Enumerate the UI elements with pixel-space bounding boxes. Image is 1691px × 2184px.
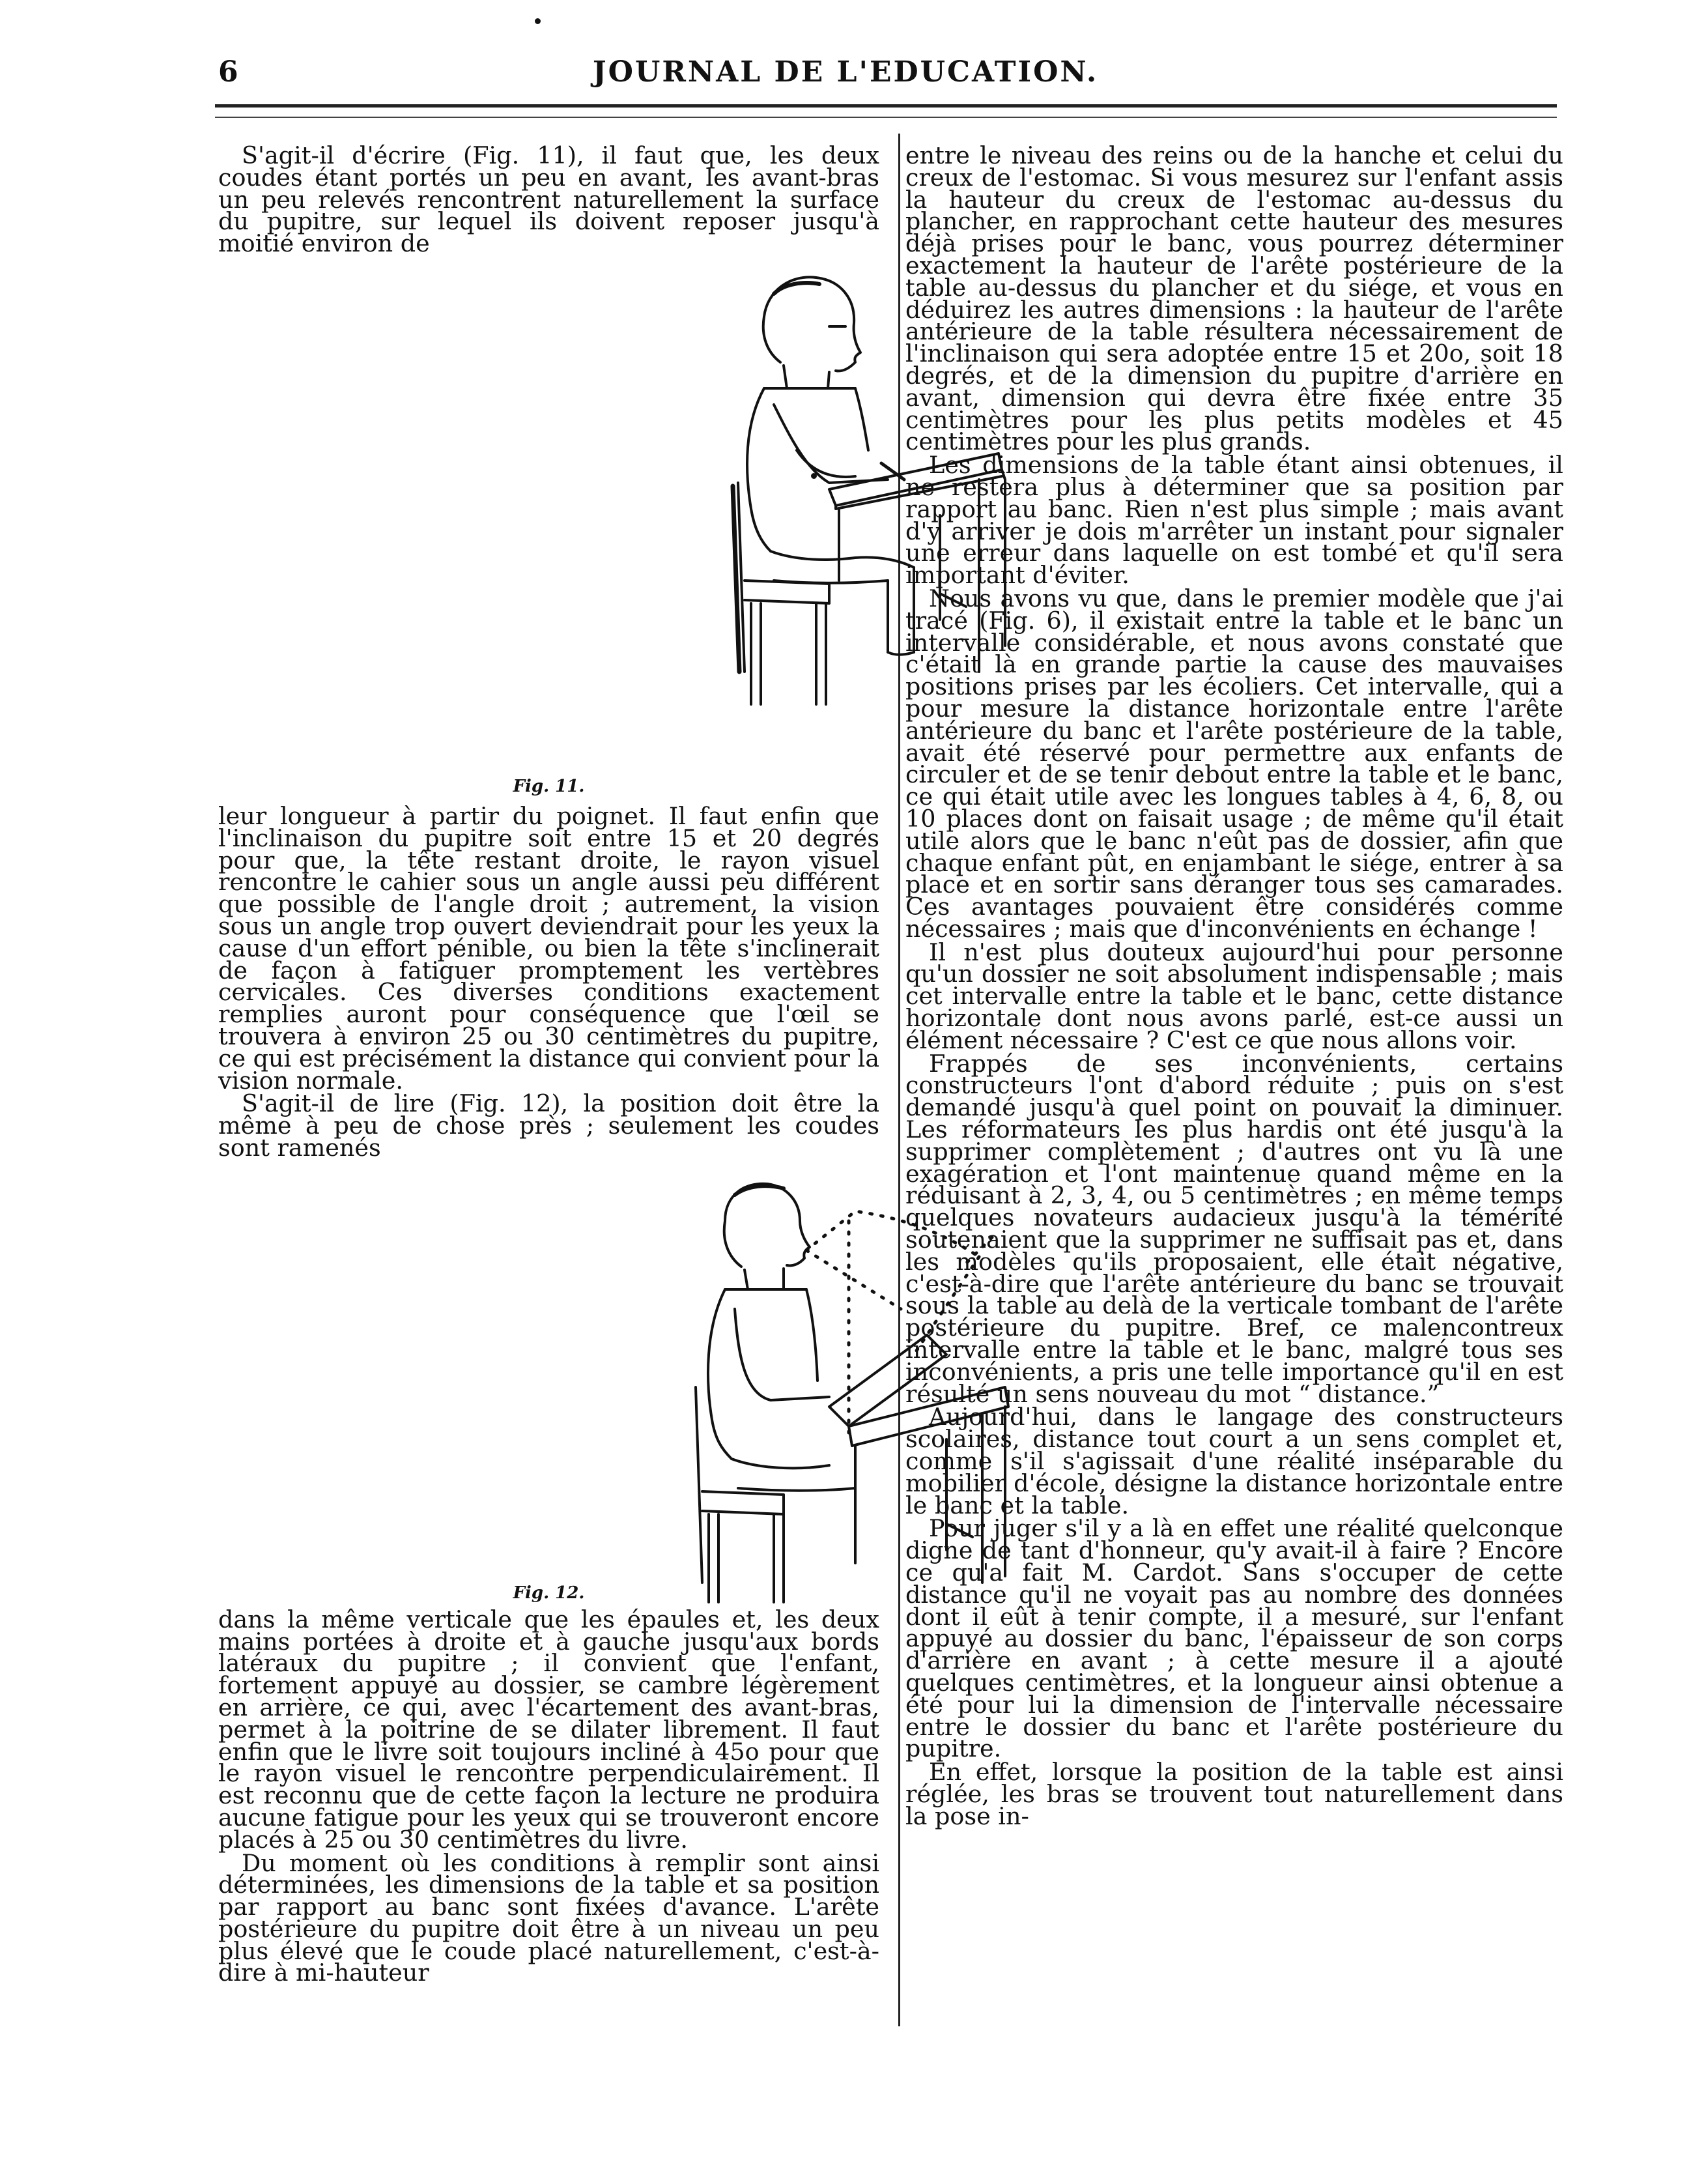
figure-caption: Fig. 11. xyxy=(513,776,585,796)
paragraph: Il n'est plus douteux aujourd'hui pour personne qu'un dossier ne soit absolument indispensable ; mais cet intervalle entre la table et le banc, cette distance horizontale dont nous avons parlé, est-ce aussi un élément nécessaire ? C'est ce que nous allons voir. xyxy=(905,938,1563,1054)
figure-caption: Fig. 12. xyxy=(513,1583,585,1603)
paragraph: S'agit-il de lire (Fig. 12), la position doit être la même à peu de chose près ; seulement les coudes sont ramenés xyxy=(218,1089,879,1162)
paragraph: Pour juger s'il y a là en effet une réalité quelconque digne de tant d'honneur, qu'y avait-il à faire ? Encore ce qu'a fait M. Cardot. Sans s'occuper de cette distance qu'il ne voyait pas au nombre des données dont il eût à tenir compte, il a mesuré, sur l'enfant appuyé au dossier du banc, l'épaisseur de son corps d'arrière en avant ; à cette mesure il a ajouté quelques centimètres, et la longueur ainsi obtenue a été pour lui la dimension de l'intervalle nécessaire entre le dossier du banc et l'arête postérieure du pupitre. xyxy=(905,1514,1563,1763)
stray-ink-dot xyxy=(535,18,541,24)
paragraph: Frappés de ses inconvénients, certains constructeurs l'ont d'abord réduite ; puis on s'est demandé jusqu'à quel point on pouvait la diminuer. Les réformateurs les plus hardis ont été jusqu'à la supprimer complètement ; d'autres ont vu là une exagération et l'ont maintenue quand même en la réduisant à 2, 3, 4, ou 5 centimètres ; en même temps quelques novateurs audacieux jusqu'à la témérité soutenaient que la supprimer ne suffisait pas et, dans les modèles qu'ils proposaient, elle était négative, c'est-à-dire que l'arête antérieure du banc se trouvait sous la table au delà de la verticale tombant de l'arête postérieure du pupitre. Bref, ce malencontreux intervalle entre la table et le banc, malgré tous ses inconvénients, a pris une telle importance qu'il en est résulté un sens nouveau du mot “ distance.” xyxy=(905,1049,1563,1408)
paragraph: entre le niveau des reins ou de la hanche et celui du creux de l'estomac. Si vous mesurez sur l'enfant assis la hauteur du creux de l'estomac au-dessus du plancher, en rapprochant cette hauteur des mesures déjà prises pour le banc, vous pourrez déterminer exactement la hauteur de l'arête postérieure de la table au-dessus du plancher et du siége, et vous en déduirez les autres dimensions : la hauteur de l'arête antérieure de la table résultera nécessairement de l'inclinaison qui sera adoptée entre 15 et 20o, soit 18 degrés, et de la dimension du pupitre d'arrière en avant, dimension qui devra être fixée entre 35 centimètres pour les plus petits modèles et 45 centimètres pour les plus grands. xyxy=(905,141,1563,456)
paragraph: dans la même verticale que les épaules et, les deux mains portées à droite et à gauche jusqu'aux bords latéraux du pupitre ; il convient que l'enfant, fortement appuyé au dossier, se cambre légèrement en arrière, ce qui, avec l'écartement des avant-bras, permet à la poitrine de se dilater librement. Il faut enfin que le livre soit toujours incliné à 45o pour que le rayon visuel le rencontre perpendiculairement. Il est reconnu que de cette façon la lecture ne produira aucune fatigue pour les yeux qui se trouveront encore placés à 25 ou 30 centimètres du livre. xyxy=(218,1605,879,1854)
paragraph: S'agit-il d'écrire (Fig. 11), il faut que, les deux coudes étant portés un peu en avant, les avant-bras un peu relevés rencontrent naturellement la surface du pupitre, sur lequel ils doivent reposer jusqu'à moitié environ de xyxy=(218,141,879,258)
page-number: 6 xyxy=(218,55,238,89)
paragraph: Aujourd'hui, dans le langage des constructeurs scolaires, distance tout court a un sens complet et, comme s'il s'agissait d'une réalité inséparable du mobilier d'école, désigne la distance horizontale entre le banc et la table. xyxy=(905,1403,1563,1519)
header-rule xyxy=(215,104,1557,118)
left-column xyxy=(218,141,879,1987)
paragraph: Nous avons vu que, dans le premier modèle que j'ai tracé (Fig. 6), il existait entre la table et le banc un intervalle considérable, et nous avons constaté que c'était là en grande partie la cause des mauvaises positions prises par les écoliers. Cet intervalle, qui a pour mesure la distance horizontale entre l'arête antérieure du banc et l'arête postérieure de la table, avait été réservé pour permettre aux enfants de circuler et de se tenir debout entre la table et le banc, ce qui était utile avec les longues tables à 4, 6, 8, ou 10 places dont on faisait usage ; de même qu'il était utile alors que le banc n'eût pas de dossier, afin que chaque enfant pût, en enjambant le siége, entrer à sa place et en sortir sans déranger tous ses camarades. Ces avantages pouvaient être considérés comme nécessaires ; mais que d'inconvénients en échange ! xyxy=(905,584,1563,943)
paragraph: Du moment où les conditions à remplir sont ainsi déterminées, les dimensions de la table et sa position par rapport au banc sont fixées d'avance. L'arête postérieure du pupitre doit être à un niveau un peu plus élevé que le coude placé naturellement, c'est-à-dire à mi-hauteur xyxy=(218,1848,879,1987)
right-column xyxy=(905,141,1563,1830)
paragraph: leur longueur à partir du poignet. Il faut enfin que l'inclinaison du pupitre soit entre 15 et 20 degrés pour que, la tête restant droite, le rayon visuel rencontre le cahier sous un angle aussi peu différent que possible de l'angle droit ; autrement, la vision sous un angle trop ouvert deviendrait pour les yeux la cause d'un effort pénible, ou bien la tête s'inclinerait de façon à fatiguer promptement les vertèbres cervicales. Ces diverses conditions exactement remplies auront pour conséquence que l'œil se trouvera à environ 25 ou 30 centimètres du pupitre, ce qui est précisément la distance qui convient pour la vision normale. xyxy=(218,801,879,1095)
figure-11 xyxy=(218,255,879,805)
figure-12 xyxy=(218,1159,879,1609)
running-title: JOURNAL DE L'EDUCATION. xyxy=(592,55,1099,89)
paragraph: Les dimensions de la table étant ainsi obtenues, il ne restera plus à déterminer que sa position par rapport au banc. Rien n'est plus simple ; mais avant d'y arriver je dois m'arrêter un instant pour signaler une erreur dans laquelle on est tombé et qu'il sera important d'éviter. xyxy=(905,451,1563,590)
paragraph: En effet, lorsque la position de la table est ainsi réglée, les bras se trouvent tout naturellement dans la pose in- xyxy=(905,1758,1563,1830)
